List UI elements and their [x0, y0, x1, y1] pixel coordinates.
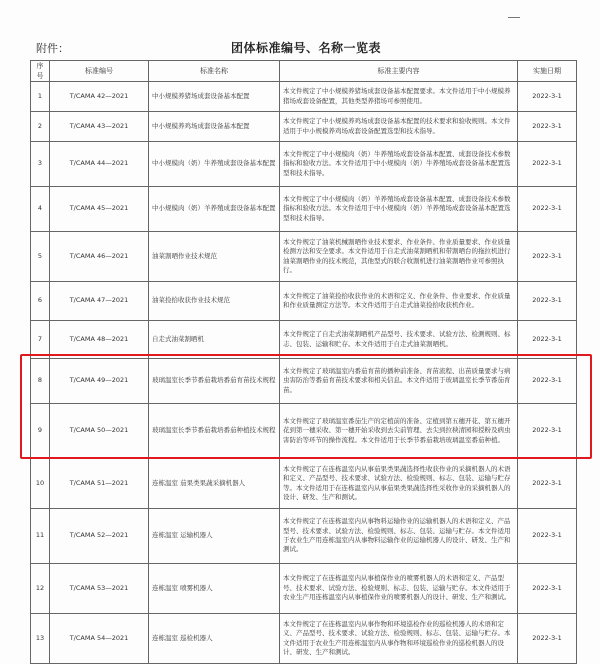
standard-code: T/CAMA 45—2021 [50, 187, 149, 232]
table-row [31, 82, 577, 112]
table-row [31, 282, 577, 321]
row-number: 6 [31, 282, 50, 321]
standard-name: 玻璃温室长季节番茄栽培番茄种植技术规程 [149, 404, 280, 459]
row-number: 5 [31, 232, 50, 282]
effective-date: 2022-3-1 [518, 459, 577, 509]
standard-code: T/CAMA 48—2021 [50, 321, 149, 359]
standard-content: 本文件规定了中小规模养猪场成套设备基本配置要求。本文件适用于中小规模养猪场成套设备配置，其他类型养猪场可参照使用。 [280, 82, 518, 112]
standard-name: 中小规模肉（奶）牛养殖成套设备基本配置 [149, 142, 280, 187]
row-number: 4 [31, 187, 50, 232]
table-row [31, 459, 577, 509]
table-row [31, 112, 577, 142]
effective-date: 2022-3-1 [518, 614, 577, 664]
table-row [31, 142, 577, 187]
effective-date: 2022-3-1 [518, 509, 577, 564]
effective-date: 2022-3-1 [518, 282, 577, 321]
standard-name: 连栋温室 运输机器人 [149, 509, 280, 564]
row-number: 2 [31, 112, 50, 142]
col-header-no: 序号 [31, 61, 50, 82]
col-header-content: 标准主要内容 [280, 61, 518, 82]
attachment-label: 附件： [36, 42, 69, 55]
effective-date: 2022-3-1 [518, 82, 577, 112]
standard-code: T/CAMA 47—2021 [50, 282, 149, 321]
highlight-box [20, 354, 592, 459]
page-header [36, 38, 576, 56]
effective-date: 2022-3-1 [518, 112, 577, 142]
standard-content: 本文件规定了自走式油菜割晒机产品型号、技术要求、试验方法、检测规则、标志、包装、运输和贮存。本文件适用于自走式油菜割晒机。 [280, 321, 518, 359]
standard-code: T/CAMA 43—2021 [50, 112, 149, 142]
row-number: 12 [31, 564, 50, 614]
standard-name: 中小规模养猪场成套设备基本配置 [149, 82, 280, 112]
standard-content: 本文件规定了油菜捡拾收获作业的术语和定义、作业条件、作业要求、作业质量和作业质量测定方法等。本文件适用于自走式油菜捡拾收获机作业。 [280, 282, 518, 321]
row-number: 8 [31, 359, 50, 404]
standard-code: T/CAMA 51—2021 [50, 459, 149, 509]
table-row [31, 187, 577, 232]
standard-code: T/CAMA 52—2021 [50, 509, 149, 564]
table-row [31, 509, 577, 564]
effective-date: 2022-3-1 [518, 232, 577, 282]
corner-dash [508, 17, 520, 18]
effective-date: 2022-3-1 [518, 321, 577, 359]
table-row [31, 564, 577, 614]
table-row [31, 232, 577, 282]
standard-code: T/CAMA 54—2021 [50, 614, 149, 664]
col-header-name: 标准名称 [149, 61, 280, 82]
page-title: 团体标准编号、名称一览表 [230, 41, 381, 55]
standard-name: 连栋温室 巡检机器人 [149, 614, 280, 664]
effective-date: 2022-3-1 [518, 142, 577, 187]
col-header-code: 标准编号 [50, 61, 149, 82]
row-number: 9 [31, 404, 50, 459]
standard-code: T/CAMA 42—2021 [50, 82, 149, 112]
standard-code: T/CAMA 50—2021 [50, 404, 149, 459]
standard-content: 本文件规定了中小规模肉（奶）羊养殖场成套设备基本配置、成套设备技术参数指标和验收方法。本文件适用于中小规模肉（奶）羊养殖场成套设备基本配置选型和技术指导。 [280, 187, 518, 232]
standard-name: 自走式油菜割晒机 [149, 321, 280, 359]
standard-name: 中小规模肉（奶）羊养殖成套设备基本配置 [149, 187, 280, 232]
standard-content: 本文件规定了在连栋温室内从事物料运输作业的运输机器人的术语和定义、产品型号、技术要求、试验方法、检验规则、标志、包装、运输与贮存。本文件适用于农业生产用连栋温室内从事物料运输作业的运输机器人的设计、研发、生产和测试。 [280, 509, 518, 564]
standard-code: T/CAMA 49—2021 [50, 359, 149, 404]
row-number: 7 [31, 321, 50, 359]
standard-name: 玻璃温室长季节番茄栽培番茄育苗技术规程 [149, 359, 280, 404]
standard-content: 本文件规定了在连栋温室内从事植保作业的喷雾机器人的术语和定义、产品型号、技术要求、试验方法、检验规则、标志、包装、运输与贮存。本文件适用于农业生产用连栋温室内从事植保作业的喷雾机器人的设计、研发、生产和测试。 [280, 564, 518, 614]
table-row [31, 614, 577, 664]
row-number: 13 [31, 614, 50, 664]
standard-content: 本文件规定了中小规模养鸡场成套设备基本配置的技术要求和验收规则。本文件适用于中小规模养鸡场成套设备配置选型和技术指导。 [280, 112, 518, 142]
standard-content: 本文件规定了在连栋温室内从事作物和环境巡检作业的巡检机器人的术语和定义、产品型号、技术要求、试验方法、检验规则、标志、包装、运输与贮存。本文件适用于农业生产用连栋温室内从事作物和环境巡检作业的巡检机器人的设计、研发、生产和测试。 [280, 614, 518, 664]
standard-name: 连栋温室 茄果类果蔬采摘机器人 [149, 459, 280, 509]
standard-content: 本文件规定了中小规模肉（奶）牛养殖场成套设备基本配置、成套设备技术参数指标和验收方法。本文件适用于中小规模肉（奶）牛养殖场成套设备基本配置选型和技术指导。 [280, 142, 518, 187]
standard-code: T/CAMA 46—2021 [50, 232, 149, 282]
standard-name: 油菜捡拾收获作业技术规范 [149, 282, 280, 321]
standard-content: 本文件规定了玻璃温室内番茄育苗的播种前准备、育苗流程、出苗质量要求与病虫害防治等番茄育苗技术要求和相关信息。本文件适用于玻璃温室长季节番茄育苗。 [280, 359, 518, 404]
standard-name: 油菜割晒作业技术规范 [149, 232, 280, 282]
standard-content: 本文件规定了油菜机械割晒作业技术要求、作业条件、作业质量要求、作业质量检测方法和安全要求。本文件适用于自走式油菜割晒机和带割晒台的拖拉机进行油菜割晒作业的技术规范，其他型式的联合收割机进行油菜割晒作业可参照执行。 [280, 232, 518, 282]
standard-content: 本文件规定了在连栋温室内从事茄果类果蔬选择性收获作业的采摘机器人的术语和定义、产品型号、技术要求、试验方法、检验规则、标志、包装、运输与贮存等。本文件适用于在连栋温室内从事茄果类果蔬选择性采收作业的采摘机器人的设计、研发、生产和测试。 [280, 459, 518, 509]
effective-date: 2022-3-1 [518, 359, 577, 404]
effective-date: 2022-3-1 [518, 564, 577, 614]
standard-name: 中小规模养鸡场成套设备基本配置 [149, 112, 280, 142]
standard-name: 连栋温室 喷雾机器人 [149, 564, 280, 614]
standard-code: T/CAMA 44—2021 [50, 142, 149, 187]
table-row [31, 321, 577, 359]
effective-date: 2022-3-1 [518, 187, 577, 232]
effective-date: 2022-3-1 [518, 404, 577, 459]
row-number: 3 [31, 142, 50, 187]
row-number: 1 [31, 82, 50, 112]
standard-code: T/CAMA 53—2021 [50, 564, 149, 614]
row-number: 11 [31, 509, 50, 564]
table-header-row [31, 61, 577, 82]
col-header-date: 实施日期 [518, 61, 577, 82]
row-number: 10 [31, 459, 50, 509]
standard-content: 本文件规定了玻璃温室番茄生产的定植前的准备、定植到第五穗开花、第五穗开花到第一穗采收、第一穗开始采收到去尖前管理、去尖到拉秧清园和授粉及病虫害防治等环节的操作流程。本文件适用于长季节番茄栽培玻璃温室番茄种植。 [280, 404, 518, 459]
